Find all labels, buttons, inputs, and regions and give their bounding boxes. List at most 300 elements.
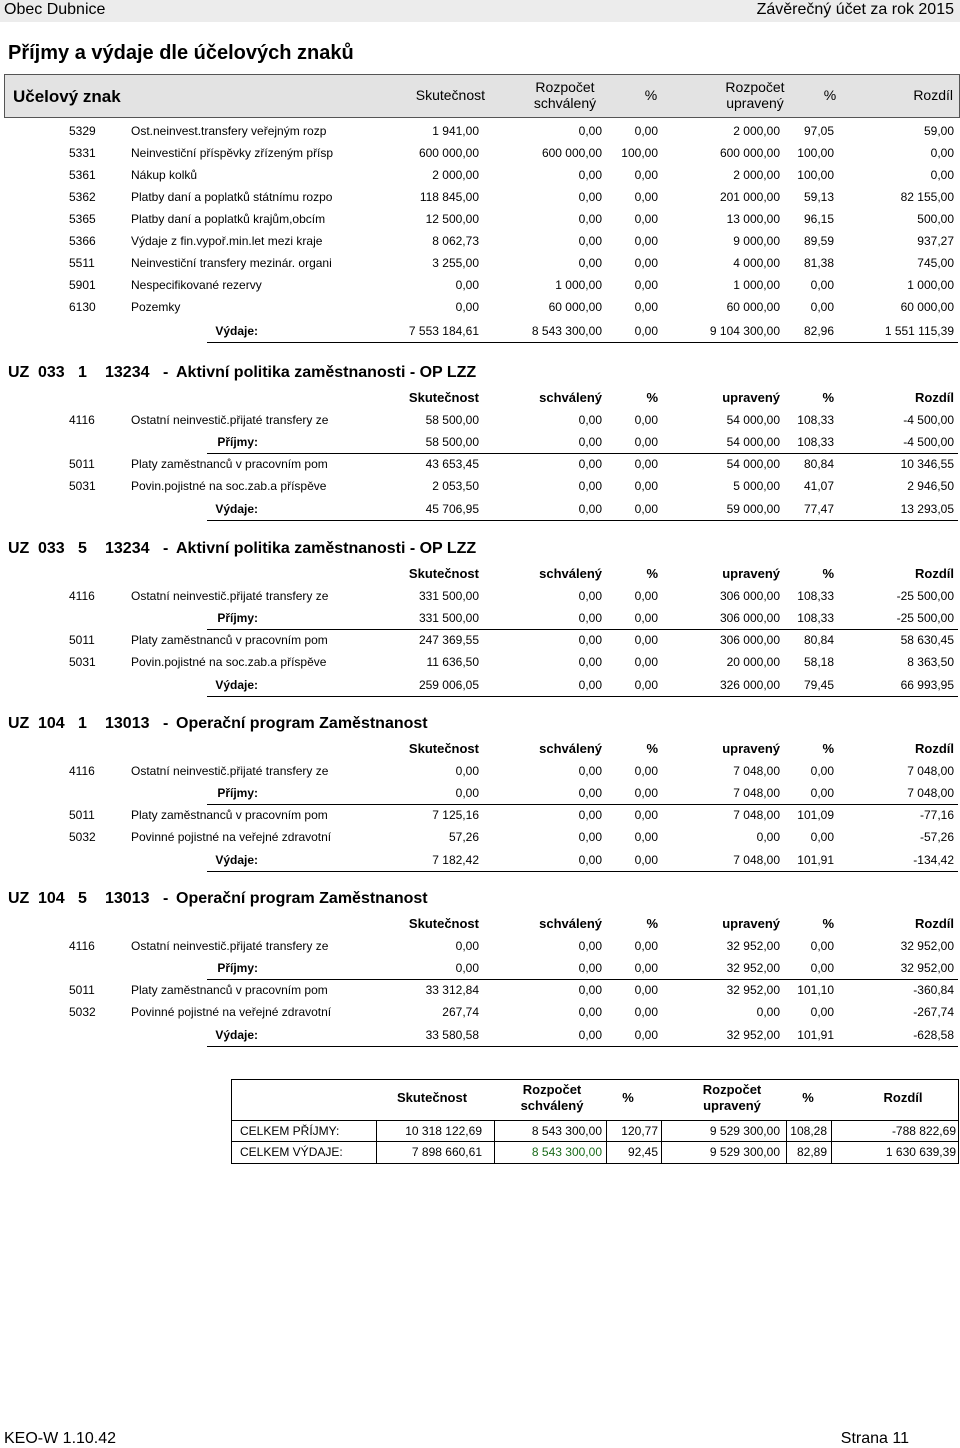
actual-value: 45 706,95 (425, 502, 479, 516)
difference-value: 500,00 (917, 212, 954, 226)
adjusted-percent-value: 108,33 (797, 611, 834, 625)
sum-label: Výdaje: (215, 502, 258, 516)
adjusted-percent-value: 108,33 (797, 435, 834, 449)
approved-percent-value: 0,00 (634, 633, 658, 647)
approved-value: 0,00 (578, 853, 602, 867)
page-title: Příjmy a výdaje dle účelových znaků (8, 42, 354, 64)
approved-percent-value: 0,00 (634, 168, 658, 182)
approved-percent-value: 0,00 (634, 256, 658, 270)
item-description: Platy zaměstnanců v pracovním pom (131, 808, 328, 822)
approved-value: 0,00 (578, 479, 602, 493)
section-dash: - (163, 364, 169, 381)
adjusted-percent-value: 0,00 (810, 1005, 834, 1019)
item-description: Platy zaměstnanců v pracovním pom (131, 983, 328, 997)
adjusted-value: 7 048,00 (733, 853, 780, 867)
adjusted-percent-value: 82,96 (803, 324, 834, 338)
table-row (0, 939, 960, 957)
column-subheader (0, 566, 960, 584)
adjusted-value: 4 000,00 (733, 256, 780, 270)
approved-value: 0,00 (578, 168, 602, 182)
adjusted-percent-value: 0,00 (810, 830, 834, 844)
item-description: Ost.neinvest.transfery veřejným rozp (131, 124, 327, 138)
subheader-adjusted: upravený (722, 916, 780, 931)
column-subheader (0, 741, 960, 759)
totals-actual-header: Skutečnost (396, 1090, 468, 1105)
approved-percent-value: 0,00 (634, 786, 658, 800)
actual-value: 0,00 (455, 786, 479, 800)
actual-value: 0,00 (455, 278, 479, 292)
table-row (0, 764, 960, 782)
item-description: Platby daní a poplatků krajům,obcím (131, 212, 326, 226)
approved-value: 0,00 (578, 234, 602, 248)
totals-adjusted-header-1: Rozpočet (702, 1082, 762, 1097)
subheader-actual: Skutečnost (408, 390, 479, 405)
difference-header: Rozdíl (913, 87, 953, 103)
subheader-approved: schválený (539, 566, 602, 581)
item-code: 5511 (69, 256, 95, 270)
totals-difference-value: 1 630 639,39 (885, 1145, 956, 1159)
adjusted-percent-value: 101,09 (797, 808, 834, 822)
section-dash: - (163, 540, 169, 557)
item-code: 5361 (69, 168, 96, 182)
sum-divider (207, 871, 958, 872)
item-description: Ostatní neinvestič.přijaté transfery ze (131, 939, 329, 953)
item-code: 4116 (69, 939, 95, 953)
sum-divider (207, 696, 958, 697)
adjusted-percent-value: 101,91 (797, 1028, 834, 1042)
item-code: 5032 (69, 1005, 96, 1019)
item-code: 4116 (69, 413, 95, 427)
totals-income-row (232, 1120, 958, 1142)
item-description: Nákup kolků (131, 168, 198, 182)
subheader-adjusted-percent: % (822, 741, 834, 756)
sum-label: Výdaje: (215, 678, 258, 692)
totals-difference-value: -788 822,69 (891, 1124, 956, 1138)
approved-value: 0,00 (578, 786, 602, 800)
adjusted-value: 54 000,00 (726, 435, 780, 449)
totals-approved-header-2: schválený (520, 1098, 584, 1113)
actual-value: 1 941,00 (432, 124, 479, 138)
totals-approved-value: 8 543 300,00 (531, 1145, 602, 1159)
sum-row (0, 678, 960, 696)
actual-value: 3 255,00 (432, 256, 479, 270)
table-row (0, 808, 960, 826)
item-code: 5011 (69, 983, 95, 997)
item-description: Platy zaměstnanců v pracovním pom (131, 633, 328, 647)
actual-value: 58 500,00 (425, 413, 479, 427)
actual-value: 12 500,00 (425, 212, 479, 226)
actual-value: 2 053,50 (432, 479, 479, 493)
approved-percent-value: 0,00 (634, 234, 658, 248)
sum-divider (207, 629, 958, 630)
report-header-bar (0, 0, 960, 22)
adjusted-percent-value: 0,00 (810, 786, 834, 800)
section-uz: UZ (8, 715, 30, 732)
section-title: Operační program Zaměstnanost (176, 715, 428, 732)
subheader-approved-percent: % (646, 741, 658, 756)
adjusted-value: 32 952,00 (726, 983, 780, 997)
actual-value: 331 500,00 (418, 589, 479, 603)
approved-value: 0,00 (578, 256, 602, 270)
adjusted-value: 59 000,00 (726, 502, 780, 516)
adjusted-value: 54 000,00 (726, 413, 780, 427)
subheader-actual: Skutečnost (408, 916, 479, 931)
section-uz: UZ (8, 540, 30, 557)
approved-value: 0,00 (578, 413, 602, 427)
sum-label: Výdaje: (215, 853, 258, 867)
adjusted-value: 1 000,00 (733, 278, 780, 292)
sum-label: Příjmy: (217, 786, 258, 800)
totals-approved-value: 8 543 300,00 (531, 1124, 602, 1138)
totals-approved-percent-value: 120,77 (621, 1124, 658, 1138)
section-dash: - (163, 890, 169, 907)
difference-value: 59,00 (923, 124, 954, 138)
totals-table (231, 1079, 959, 1164)
difference-value: -25 500,00 (896, 589, 954, 603)
difference-value: -134,42 (913, 853, 954, 867)
subheader-approved: schválený (539, 741, 602, 756)
item-code: 5329 (69, 124, 96, 138)
subheader-difference: Rozdíl (915, 566, 954, 581)
difference-value: 60 000,00 (900, 300, 954, 314)
approved-percent-value: 0,00 (634, 435, 658, 449)
adjusted-header-2: upravený (726, 95, 784, 111)
approved-percent-value: 0,00 (634, 324, 658, 338)
approved-percent-value: 0,00 (634, 457, 658, 471)
approved-percent-value: 0,00 (634, 983, 658, 997)
adjusted-percent-value: 0,00 (810, 764, 834, 778)
actual-value: 11 636,50 (426, 655, 479, 669)
table-row (0, 168, 960, 186)
section-dash: - (163, 715, 169, 732)
approved-percent-value: 0,00 (634, 1005, 658, 1019)
sum-row (0, 786, 960, 804)
difference-value: 0,00 (930, 168, 954, 182)
approved-value: 0,00 (578, 655, 602, 669)
actual-value: 0,00 (455, 939, 479, 953)
approved-value: 0,00 (578, 830, 602, 844)
adjusted-value: 201 000,00 (719, 190, 780, 204)
approved-value: 0,00 (578, 190, 602, 204)
approved-value: 0,00 (578, 764, 602, 778)
difference-value: 58 630,45 (900, 633, 954, 647)
adjusted-value: 54 000,00 (726, 457, 780, 471)
actual-value: 247 369,55 (418, 633, 479, 647)
subheader-approved: schválený (539, 390, 602, 405)
approved-header-1: Rozpočet (535, 79, 595, 95)
adjusted-percent-value: 79,45 (803, 678, 834, 692)
difference-value: 66 993,95 (900, 678, 954, 692)
adjusted-value: 7 048,00 (733, 764, 780, 778)
adjusted-value: 60 000,00 (726, 300, 780, 314)
actual-value: 259 006,05 (418, 678, 479, 692)
percent-header-2: % (823, 87, 837, 103)
approved-percent-value: 0,00 (634, 212, 658, 226)
actual-value: 7 182,42 (432, 853, 479, 867)
section-n2: 1 (78, 715, 87, 732)
item-description: Ostatní neinvestič.přijaté transfery ze (131, 413, 329, 427)
adjusted-value: 7 048,00 (733, 808, 780, 822)
subheader-approved-percent: % (646, 566, 658, 581)
approved-value: 0,00 (578, 1005, 602, 1019)
subheader-adjusted-percent: % (822, 566, 834, 581)
section-code: 13234 (105, 364, 150, 381)
section-n2: 5 (78, 540, 87, 557)
adjusted-percent-value: 97,05 (803, 124, 834, 138)
sum-row (0, 502, 960, 520)
table-row (0, 1005, 960, 1023)
subheader-adjusted: upravený (722, 566, 780, 581)
section-n1: 104 (38, 715, 65, 732)
difference-value: -4 500,00 (903, 435, 954, 449)
adjusted-value: 9 000,00 (733, 234, 780, 248)
difference-value: 82 155,00 (900, 190, 954, 204)
approved-percent-value: 0,00 (634, 961, 658, 975)
table-row (0, 300, 960, 318)
difference-value: -628,58 (913, 1028, 954, 1042)
approved-value: 0,00 (578, 589, 602, 603)
adjusted-value: 32 952,00 (726, 1028, 780, 1042)
adjusted-value: 9 104 300,00 (709, 324, 780, 338)
totals-adjusted-header-2: upravený (703, 1098, 761, 1113)
sum-label: Příjmy: (217, 611, 258, 625)
totals-percent-header-2: % (802, 1090, 814, 1105)
subheader-actual: Skutečnost (408, 566, 479, 581)
difference-value: -77,16 (919, 808, 954, 822)
adjusted-percent-value: 80,84 (803, 457, 834, 471)
difference-value: 2 946,50 (907, 479, 954, 493)
difference-value: 0,00 (930, 146, 954, 160)
totals-actual-value: 7 898 660,61 (411, 1145, 482, 1159)
approved-percent-value: 0,00 (634, 589, 658, 603)
actual-value: 2 000,00 (432, 168, 479, 182)
sum-label: Příjmy: (217, 961, 258, 975)
adjusted-percent-value: 59,13 (803, 190, 834, 204)
approved-percent-value: 0,00 (634, 611, 658, 625)
item-description: Nespecifikované rezervy (131, 278, 262, 292)
adjusted-percent-value: 100,00 (797, 146, 834, 160)
sum-row (0, 961, 960, 979)
approved-percent-value: 0,00 (634, 278, 658, 292)
approved-value: 0,00 (578, 983, 602, 997)
report-name: Závěrečný účet za rok 2015 (756, 1, 954, 18)
sum-row (0, 611, 960, 629)
totals-difference-header: Rozdíl (883, 1090, 923, 1105)
item-code: 4116 (69, 589, 95, 603)
table-row (0, 234, 960, 252)
adjusted-value: 600 000,00 (719, 146, 780, 160)
difference-value: -360,84 (913, 983, 954, 997)
difference-value: 7 048,00 (907, 764, 954, 778)
sum-divider (207, 979, 958, 980)
approved-percent-value: 0,00 (634, 808, 658, 822)
totals-percent-header: % (622, 1090, 634, 1105)
totals-adjusted-percent-value: 108,28 (790, 1124, 827, 1138)
actual-value: 33 312,84 (425, 983, 479, 997)
table-row (0, 413, 960, 431)
adjusted-percent-value: 96,15 (803, 212, 834, 226)
subheader-difference: Rozdíl (915, 741, 954, 756)
sum-divider (207, 804, 958, 805)
item-code: 4116 (69, 764, 95, 778)
item-description: Neinvestiční příspěvky zřízeným přísp (131, 146, 334, 160)
actual-header: Skutečnost (415, 87, 485, 103)
difference-value: -4 500,00 (903, 413, 954, 427)
adjusted-percent-value: 108,33 (797, 589, 834, 603)
adjusted-header-1: Rozpočet (725, 79, 785, 95)
adjusted-value: 32 952,00 (726, 939, 780, 953)
section-title: Operační program Zaměstnanost (176, 890, 428, 907)
adjusted-value: 0,00 (756, 830, 780, 844)
table-row (0, 190, 960, 208)
approved-percent-value: 0,00 (634, 300, 658, 314)
approved-value: 0,00 (578, 457, 602, 471)
actual-value: 0,00 (455, 961, 479, 975)
approved-value: 0,00 (578, 678, 602, 692)
table-row (0, 830, 960, 848)
item-code: 6130 (69, 300, 96, 314)
municipality-name: Obec Dubnice (4, 1, 106, 18)
actual-value: 267,74 (442, 1005, 479, 1019)
adjusted-percent-value: 0,00 (810, 300, 834, 314)
approved-percent-value: 0,00 (634, 124, 658, 138)
item-description: Výdaje z fin.vypoř.min.let mezi kraje (131, 234, 323, 248)
item-description: Povin.pojistné na soc.zab.a příspěve (131, 655, 327, 669)
approved-value: 0,00 (578, 808, 602, 822)
adjusted-percent-value: 81,38 (803, 256, 834, 270)
approved-value: 0,00 (578, 502, 602, 516)
item-code: 5901 (69, 278, 96, 292)
totals-adjusted-percent-value: 82,89 (796, 1145, 827, 1159)
item-description: Povinné pojistné na veřejné zdravotní (131, 1005, 332, 1019)
section-n1: 104 (38, 890, 65, 907)
item-description: Ostatní neinvestič.přijaté transfery ze (131, 589, 329, 603)
sum-row (0, 435, 960, 453)
difference-value: 1 551 115,39 (884, 324, 954, 338)
actual-value: 58 500,00 (425, 435, 479, 449)
totals-label: CELKEM PŘÍJMY: (240, 1124, 340, 1138)
sum-divider (207, 342, 958, 343)
actual-value: 43 653,45 (425, 457, 479, 471)
sum-divider (207, 520, 958, 521)
adjusted-value: 306 000,00 (719, 611, 780, 625)
percent-header: % (644, 87, 658, 103)
subheader-actual: Skutečnost (408, 741, 479, 756)
adjusted-percent-value: 101,10 (797, 983, 834, 997)
subheader-approved-percent: % (646, 916, 658, 931)
item-description: Povinné pojistné na veřejné zdravotní (131, 830, 332, 844)
column-subheader (0, 390, 960, 408)
subheader-difference: Rozdíl (915, 390, 954, 405)
subheader-adjusted-percent: % (822, 390, 834, 405)
adjusted-percent-value: 58,18 (803, 655, 834, 669)
adjusted-percent-value: 0,00 (810, 961, 834, 975)
sum-row (0, 324, 960, 342)
actual-value: 7 125,16 (432, 808, 479, 822)
adjusted-value: 2 000,00 (733, 168, 780, 182)
adjusted-value: 32 952,00 (726, 961, 780, 975)
totals-approved-header-1: Rozpočet (522, 1082, 582, 1097)
sum-label: Výdaje: (215, 324, 258, 338)
approved-percent-value: 0,00 (634, 655, 658, 669)
item-description: Platby daní a poplatků státnímu rozpo (131, 190, 333, 204)
adjusted-percent-value: 80,84 (803, 633, 834, 647)
totals-approved-percent-value: 92,45 (627, 1145, 658, 1159)
adjusted-value: 5 000,00 (733, 479, 780, 493)
approved-value: 8 543 300,00 (531, 324, 602, 338)
table-row (0, 124, 960, 142)
section-title: Aktivní politika zaměstnanosti - OP LZZ (176, 540, 477, 557)
approved-percent-value: 0,00 (634, 413, 658, 427)
section-title: Aktivní politika zaměstnanosti - OP LZZ (176, 364, 477, 381)
item-description: Neinvestiční transfery mezinár. organi (131, 256, 332, 270)
adjusted-percent-value: 0,00 (810, 939, 834, 953)
difference-value: -25 500,00 (896, 611, 954, 625)
item-code: 5011 (69, 808, 95, 822)
subheader-approved-percent: % (646, 390, 658, 405)
adjusted-value: 2 000,00 (733, 124, 780, 138)
approved-value: 0,00 (578, 611, 602, 625)
section-code: 13013 (105, 890, 150, 907)
adjusted-value: 13 000,00 (726, 212, 780, 226)
subheader-adjusted: upravený (722, 741, 780, 756)
item-code: 5032 (69, 830, 96, 844)
section-code: 13234 (105, 540, 150, 557)
difference-value: 32 952,00 (900, 939, 954, 953)
actual-value: 33 580,58 (425, 1028, 479, 1042)
item-description: Povin.pojistné na soc.zab.a příspěve (131, 479, 327, 493)
table-row (0, 212, 960, 230)
sum-row (0, 1028, 960, 1046)
totals-label: CELKEM VÝDAJE: (240, 1145, 343, 1159)
item-description: Platy zaměstnanců v pracovním pom (131, 457, 328, 471)
item-code: 5031 (69, 655, 96, 669)
section-uz: UZ (8, 364, 30, 381)
difference-value: 745,00 (917, 256, 954, 270)
adjusted-percent-value: 101,91 (797, 853, 834, 867)
approved-value: 0,00 (578, 212, 602, 226)
table-row (0, 256, 960, 274)
subheader-difference: Rozdíl (915, 916, 954, 931)
difference-value: 13 293,05 (900, 502, 954, 516)
item-code: 5031 (69, 479, 96, 493)
actual-value: 8 062,73 (432, 234, 479, 248)
difference-value: 937,27 (917, 234, 954, 248)
item-code: 5011 (69, 457, 95, 471)
actual-value: 7 553 184,61 (408, 324, 479, 338)
page-number: Strana 11 (840, 1430, 909, 1447)
totals-actual-value: 10 318 122,69 (405, 1124, 482, 1138)
adjusted-value: 7 048,00 (733, 786, 780, 800)
approved-percent-value: 0,00 (634, 1028, 658, 1042)
adjusted-percent-value: 100,00 (797, 168, 834, 182)
approved-value: 0,00 (578, 1028, 602, 1042)
actual-value: 600 000,00 (418, 146, 479, 160)
adjusted-percent-value: 77,47 (803, 502, 834, 516)
actual-value: 57,26 (448, 830, 479, 844)
approved-value: 600 000,00 (541, 146, 602, 160)
section-code: 13013 (105, 715, 150, 732)
table-row (0, 589, 960, 607)
approved-value: 0,00 (578, 961, 602, 975)
table-row (0, 278, 960, 296)
item-code: 5011 (69, 633, 95, 647)
actual-value: 118 845,00 (419, 190, 479, 204)
totals-expense-row (232, 1141, 958, 1163)
difference-value: 7 048,00 (907, 786, 954, 800)
difference-value: 1 000,00 (907, 278, 954, 292)
sum-row (0, 853, 960, 871)
